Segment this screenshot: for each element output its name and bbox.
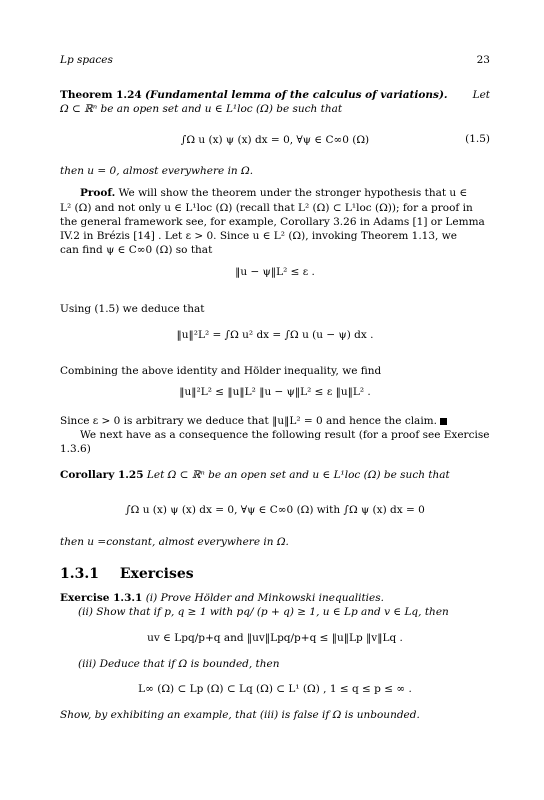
section-heading [60, 566, 194, 582]
exercise-part-2: (ii) Show that if p, q ≥ 1 with pq/ (p + q) ≥ 1, u ∈ Lp and v ∈ Lq, then [78, 606, 449, 618]
exercise-part-1: (i) Prove Hölder and Minkowski inequalities. [145, 592, 384, 604]
proof-line-2: L² (Ω) and not only u ∈ L¹loc (Ω) (recall that L² (Ω) ⊂ L¹loc (Ω)); for a proof in [60, 202, 473, 214]
theorem-statement: Ω ⊂ ℝⁿ be an open set and u ∈ L¹loc (Ω) be such that [60, 103, 343, 115]
proof-using: Using (1.5) we deduce that [60, 303, 205, 315]
proof-line-3: the general framework see, for example, Corollary 3.26 in Adams [1] or Lemma [60, 216, 485, 228]
exercise-label: Exercise 1.3.1 [60, 592, 143, 604]
exercise-line-1 [60, 591, 490, 605]
theorem-title: (Fundamental lemma of the calculus of variations). [145, 89, 448, 101]
theorem-conclusion: then u = 0, almost everywhere in Ω. [60, 165, 254, 177]
proof-since-line [60, 414, 490, 428]
proof-text-1: We will show the theorem under the stronger hypothesis that u ∈ [118, 187, 468, 199]
theorem-label: Theorem 1.24 [60, 89, 142, 101]
proof-since: Since ε > 0 is arbitrary we deduce that ‖u‖L² = 0 and hence the claim. [60, 415, 437, 427]
proof-equation-2: ‖u‖²L² = ∫Ω u² dx = ∫Ω u (u − ψ) dx . [176, 329, 374, 341]
theorem-heading-line [60, 88, 490, 102]
proof-next-1: We next have as a consequence the following result (for a proof see Exercise [80, 429, 490, 441]
section-number: 1.3.1 [60, 566, 99, 582]
corollary-conclusion: then u =constant, almost everywhere in Ω. [60, 536, 289, 548]
equation-number: (1.5) [465, 133, 490, 145]
page-number: 23 [476, 54, 490, 66]
corollary-equation: ∫Ω u (x) ψ (x) dx = 0, ∀ψ ∈ C∞0 (Ω) with ∫Ω ψ (x) dx = 0 [125, 504, 425, 516]
proof-equation-3: ‖u‖²L² ≤ ‖u‖L² ‖u − ψ‖L² ≤ ε ‖u‖L² . [179, 386, 371, 398]
proof-line-5: can find ψ ∈ C∞0 (Ω) so that [60, 244, 213, 256]
proof-label: Proof. [80, 187, 116, 199]
qed-square-icon [440, 418, 447, 425]
running-header: Lp spaces [60, 54, 113, 66]
corollary-label: Corollary 1.25 [60, 469, 144, 481]
corollary-line [60, 468, 490, 482]
theorem-lead: Let [472, 89, 490, 101]
theorem-equation: ∫Ω u (x) ψ (x) dx = 0, ∀ψ ∈ C∞0 (Ω) [180, 134, 370, 146]
exercise-equation-2: L∞ (Ω) ⊂ Lp (Ω) ⊂ Lq (Ω) ⊂ L¹ (Ω) , 1 ≤ q ≤ p ≤ ∞ . [138, 683, 412, 695]
exercise-final: Show, by exhibiting an example, that (iii) is false if Ω is unbounded. [60, 709, 420, 721]
section-title: Exercises [119, 566, 194, 582]
proof-line-4: IV.2 in Brézis [14] . Let ε > 0. Since u ∈ L² (Ω), invoking Theorem 1.13, we [60, 230, 457, 242]
exercise-equation-1: uv ∈ Lpq/p+q and ‖uv‖Lpq/p+q ≤ ‖u‖Lp ‖v‖Lq . [147, 632, 403, 644]
exercise-part-3: (iii) Deduce that if Ω is bounded, then [78, 658, 280, 670]
proof-line-1 [80, 186, 490, 200]
proof-equation-1: ‖u − ψ‖L² ≤ ε . [235, 266, 315, 278]
corollary-statement: Let Ω ⊂ ℝⁿ be an open set and u ∈ L¹loc (Ω) be such that [146, 469, 450, 481]
proof-next-2: 1.3.6) [60, 443, 91, 455]
proof-combining: Combining the above identity and Hölder inequality, we find [60, 365, 382, 377]
